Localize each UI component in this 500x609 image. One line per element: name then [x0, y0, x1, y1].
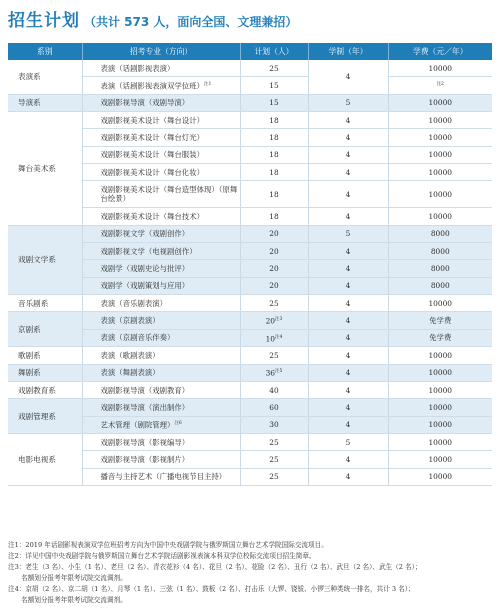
fee-cell — [388, 208, 492, 225]
fee-value: 免学费 — [429, 316, 452, 326]
plan-value: 18 — [269, 167, 279, 177]
table-row — [8, 112, 492, 129]
fee-value: 10000 — [428, 212, 452, 222]
years-cell: 4 — [308, 146, 388, 163]
table-row — [8, 225, 492, 242]
note-ref: 注3 — [275, 317, 283, 323]
years-cell: 4 — [308, 312, 388, 329]
fee-cell — [388, 94, 492, 111]
table-row — [8, 295, 492, 312]
footnote-line: 名额划分报考年限考试院交流调剂。 — [8, 596, 127, 604]
fee-cell — [388, 451, 492, 468]
years-cell: 4 — [308, 295, 388, 312]
major-cell — [82, 208, 240, 225]
note-ref: 注5 — [275, 369, 283, 375]
header-years: 学制（年） — [308, 43, 388, 60]
table-row — [8, 433, 492, 450]
footnotes — [8, 540, 496, 606]
fee-value: 8000 — [430, 281, 450, 291]
table-row — [8, 60, 492, 77]
plan-cell — [240, 433, 308, 450]
years-cell: 4 — [308, 416, 388, 433]
years-cell: 4 — [308, 129, 388, 146]
table-row — [8, 381, 492, 398]
years-cell: 4 — [308, 468, 388, 485]
major-text: 艺术管理（剧院管理） — [100, 420, 175, 430]
plan-cell — [240, 295, 308, 312]
years-cell: 4 — [308, 364, 388, 381]
major-cell — [82, 60, 240, 77]
fee-cell — [388, 381, 492, 398]
major-text: 戏剧影视美术设计（舞台技术） — [100, 212, 204, 222]
plan-value: 20 — [269, 229, 279, 239]
major-cell — [82, 295, 240, 312]
footnote-line: 注1：2019 年话剧影视表演双学位班招考方向为中国中央戏剧学院与俄罗斯国立舞台艺术学院国际交流项目。 — [8, 541, 328, 549]
plan-cell — [240, 451, 308, 468]
fee-value: 10000 — [428, 189, 452, 199]
fee-value: 10000 — [428, 63, 452, 73]
years-cell: 4 — [308, 243, 388, 260]
header-major: 招考专业（方向） — [82, 43, 240, 60]
plan-cell — [240, 146, 308, 163]
plan-cell — [240, 347, 308, 364]
plan-cell — [240, 112, 308, 129]
fee-value: 10000 — [428, 98, 452, 108]
fee-value: 10000 — [428, 454, 452, 464]
major-text: 播音与主持艺术（广播电视节目主持） — [100, 472, 227, 482]
table-row — [8, 312, 492, 329]
footnote-line: 注4：京胡（2 名）、京二胡（1 名）、月琴（1 名）、三弦（1 名）、鼓板（2 名）、打击乐（大锣、铙钹、小锣三种类统一排名，共计 3 名）； — [8, 585, 415, 593]
table-row — [8, 94, 492, 111]
major-text: 戏剧学（戏剧策划与应用） — [100, 281, 190, 291]
fee-cell — [388, 416, 492, 433]
years-cell: 4 — [308, 399, 388, 416]
fee-cell — [388, 77, 492, 94]
fee-value: 8000 — [430, 229, 450, 239]
fee-value: 10000 — [428, 167, 452, 177]
plan-value: 18 — [269, 189, 279, 199]
plan-value: 30 — [269, 420, 279, 430]
major-text: 表演（歌剧表演） — [100, 350, 160, 360]
plan-cell — [240, 129, 308, 146]
plan-value: 20 — [269, 264, 279, 274]
fee-value: 10000 — [428, 133, 452, 143]
fee-cell — [388, 129, 492, 146]
years-cell: 4 — [308, 181, 388, 208]
years-cell: 4 — [308, 208, 388, 225]
major-text: 戏剧影视导演（影视编导） — [100, 437, 190, 447]
major-text: 戏剧影视文学（戏剧创作） — [100, 229, 190, 239]
major-text: 表演（话剧影视表演） — [100, 63, 175, 73]
fee-cell — [388, 312, 492, 329]
major-text: 戏剧影视文学（电视剧创作） — [100, 246, 197, 256]
fee-value: 10000 — [428, 420, 452, 430]
years-cell: 4 — [308, 329, 388, 346]
dept-cell: 舞剧系 — [8, 364, 82, 381]
plan-value: 18 — [269, 150, 279, 160]
fee-cell — [388, 295, 492, 312]
dept-cell: 导演系 — [8, 94, 82, 111]
fee-cell — [388, 164, 492, 181]
plan-cell — [240, 208, 308, 225]
dept-cell: 表演系 — [8, 60, 82, 94]
fee-value: 10000 — [428, 368, 452, 378]
plan-value: 18 — [269, 115, 279, 125]
dept-cell: 舞台美术系 — [8, 112, 82, 226]
dept-cell: 电影电视系 — [8, 433, 82, 485]
fee-value: 8000 — [430, 264, 450, 274]
major-text: 戏剧影视美术设计（舞台造型体现）（原舞台绘景） — [100, 185, 238, 204]
dept-cell: 音乐剧系 — [8, 295, 82, 312]
fee-cell — [388, 243, 492, 260]
plan-value: 20 — [265, 316, 276, 326]
plan-cell — [240, 60, 308, 77]
years-cell: 5 — [308, 225, 388, 242]
header-dept: 系别 — [8, 43, 82, 60]
fee-value: 10000 — [428, 115, 452, 125]
header-plan: 计划（人） — [240, 43, 308, 60]
major-cell — [82, 146, 240, 163]
fee-value: 10000 — [428, 385, 452, 395]
plan-value: 60 — [269, 402, 279, 412]
years-cell: 4 — [308, 60, 388, 94]
plan-cell — [240, 94, 308, 111]
note-ref: 注2 — [436, 82, 444, 88]
years-cell: 4 — [308, 164, 388, 181]
fee-value: 8000 — [430, 246, 450, 256]
page-title: 招生计划 — [8, 11, 80, 31]
fee-cell — [388, 277, 492, 294]
plan-cell — [240, 164, 308, 181]
table-row — [8, 347, 492, 364]
enrollment-plan-table — [8, 43, 492, 486]
plan-cell — [240, 312, 308, 329]
dept-cell: 歌剧系 — [8, 347, 82, 364]
note-ref: 注4 — [275, 334, 283, 340]
years-cell: 4 — [308, 347, 388, 364]
footnote-line: 注2：详见中国中央戏剧学院与俄罗斯国立舞台艺术学院话剧影视表演本科双学位校际交流项目招生简章。 — [8, 552, 316, 560]
plan-value: 20 — [269, 281, 279, 291]
plan-cell — [240, 416, 308, 433]
plan-cell — [240, 399, 308, 416]
plan-value: 20 — [269, 246, 279, 256]
fee-value: 10000 — [428, 402, 452, 412]
fee-cell — [388, 181, 492, 208]
years-cell: 4 — [308, 112, 388, 129]
plan-cell — [240, 277, 308, 294]
fee-cell — [388, 260, 492, 277]
fee-cell — [388, 433, 492, 450]
major-cell — [82, 364, 240, 381]
fee-cell — [388, 60, 492, 77]
fee-value: 10000 — [428, 150, 452, 160]
page-subtitle: （共计 573 人，面向全国、文理兼招） — [84, 15, 298, 29]
header-fee: 学费（元／年） — [388, 43, 492, 60]
fee-cell — [388, 225, 492, 242]
plan-value: 15 — [269, 98, 279, 108]
footnote-line: 注3：老生（3 名）、小生（1 名）、老旦（2 名）、青衣花衫（4 名）、花旦（2 名）、花脸（2 名）、丑行（2 名）、武旦（2 名）、武生（2 名）； — [8, 563, 422, 571]
major-cell — [82, 181, 240, 208]
major-cell — [82, 433, 240, 450]
plan-cell — [240, 468, 308, 485]
plan-cell — [240, 364, 308, 381]
plan-value: 25 — [269, 63, 279, 73]
major-cell — [82, 129, 240, 146]
major-text: 表演（舞剧表演） — [100, 368, 160, 378]
dept-cell: 京剧系 — [8, 312, 82, 347]
major-text: 戏剧影视导演（戏剧导演） — [100, 98, 190, 108]
major-cell — [82, 277, 240, 294]
major-text: 表演（话剧影视表演双学位班） — [100, 81, 204, 91]
major-cell — [82, 451, 240, 468]
major-cell — [82, 112, 240, 129]
note-ref: 注1 — [203, 82, 212, 88]
major-cell — [82, 399, 240, 416]
plan-value: 25 — [269, 472, 279, 482]
major-text: 戏剧影视美术设计（舞台化妆） — [100, 167, 204, 177]
fee-cell — [388, 364, 492, 381]
major-cell — [82, 77, 240, 94]
major-cell — [82, 312, 240, 329]
fee-cell — [388, 399, 492, 416]
table-body — [8, 60, 492, 485]
table-row — [8, 399, 492, 416]
dept-cell: 戏剧管理系 — [8, 399, 82, 434]
years-cell: 4 — [308, 451, 388, 468]
major-text: 表演（音乐剧表演） — [100, 298, 168, 308]
plan-value: 10 — [265, 334, 276, 344]
major-text: 表演（京剧音乐伴奏） — [100, 333, 175, 343]
fee-value: 10000 — [428, 472, 452, 482]
major-cell — [82, 416, 240, 433]
plan-value: 25 — [269, 454, 279, 464]
plan-cell — [240, 77, 308, 94]
plan-value: 36 — [265, 368, 276, 378]
years-cell: 4 — [308, 381, 388, 398]
plan-value: 25 — [269, 437, 279, 447]
fee-cell — [388, 112, 492, 129]
plan-value: 25 — [269, 298, 279, 308]
major-cell — [82, 468, 240, 485]
note-ref: 注6 — [174, 421, 182, 427]
plan-cell — [240, 260, 308, 277]
major-text: 戏剧影视导演（影视制片） — [100, 454, 190, 464]
plan-value: 18 — [269, 212, 279, 222]
dept-cell: 戏剧文学系 — [8, 225, 82, 294]
fee-cell — [388, 468, 492, 485]
plan-cell — [240, 329, 308, 346]
major-text: 表演（京剧表演） — [100, 316, 160, 326]
major-text: 戏剧学（戏剧史论与批评） — [100, 264, 190, 274]
plan-value: 25 — [269, 350, 279, 360]
plan-cell — [240, 243, 308, 260]
plan-cell — [240, 381, 308, 398]
table-row — [8, 364, 492, 381]
fee-cell — [388, 347, 492, 364]
fee-cell — [388, 146, 492, 163]
plan-cell — [240, 225, 308, 242]
major-cell — [82, 329, 240, 346]
page-header — [8, 6, 297, 32]
plan-value: 18 — [269, 133, 279, 143]
major-text: 戏剧影视美术设计（舞台设计） — [100, 115, 204, 125]
fee-cell — [388, 329, 492, 346]
plan-value: 15 — [269, 81, 279, 91]
major-text: 戏剧影视美术设计（舞台灯光） — [100, 133, 204, 143]
plan-value: 40 — [269, 385, 279, 395]
years-cell: 5 — [308, 94, 388, 111]
major-cell — [82, 260, 240, 277]
years-cell: 4 — [308, 260, 388, 277]
years-cell: 4 — [308, 277, 388, 294]
major-cell — [82, 94, 240, 111]
plan-cell — [240, 181, 308, 208]
major-cell — [82, 225, 240, 242]
fee-value: 10000 — [428, 298, 452, 308]
major-text: 戏剧影视美术设计（舞台服装） — [100, 150, 204, 160]
major-text: 戏剧影视导演（演出制作） — [100, 402, 190, 412]
dept-cell: 戏剧教育系 — [8, 381, 82, 398]
major-cell — [82, 164, 240, 181]
footnote-line: 名额划分报考年限考试院交流调剂。 — [8, 574, 127, 582]
fee-value: 10000 — [428, 350, 452, 360]
major-cell — [82, 347, 240, 364]
fee-value: 10000 — [428, 437, 452, 447]
table-header-row — [8, 43, 492, 60]
years-cell: 5 — [308, 433, 388, 450]
major-cell — [82, 243, 240, 260]
fee-value: 免学费 — [429, 333, 452, 343]
major-text: 戏剧影视导演（戏剧教育） — [100, 385, 190, 395]
major-cell — [82, 381, 240, 398]
